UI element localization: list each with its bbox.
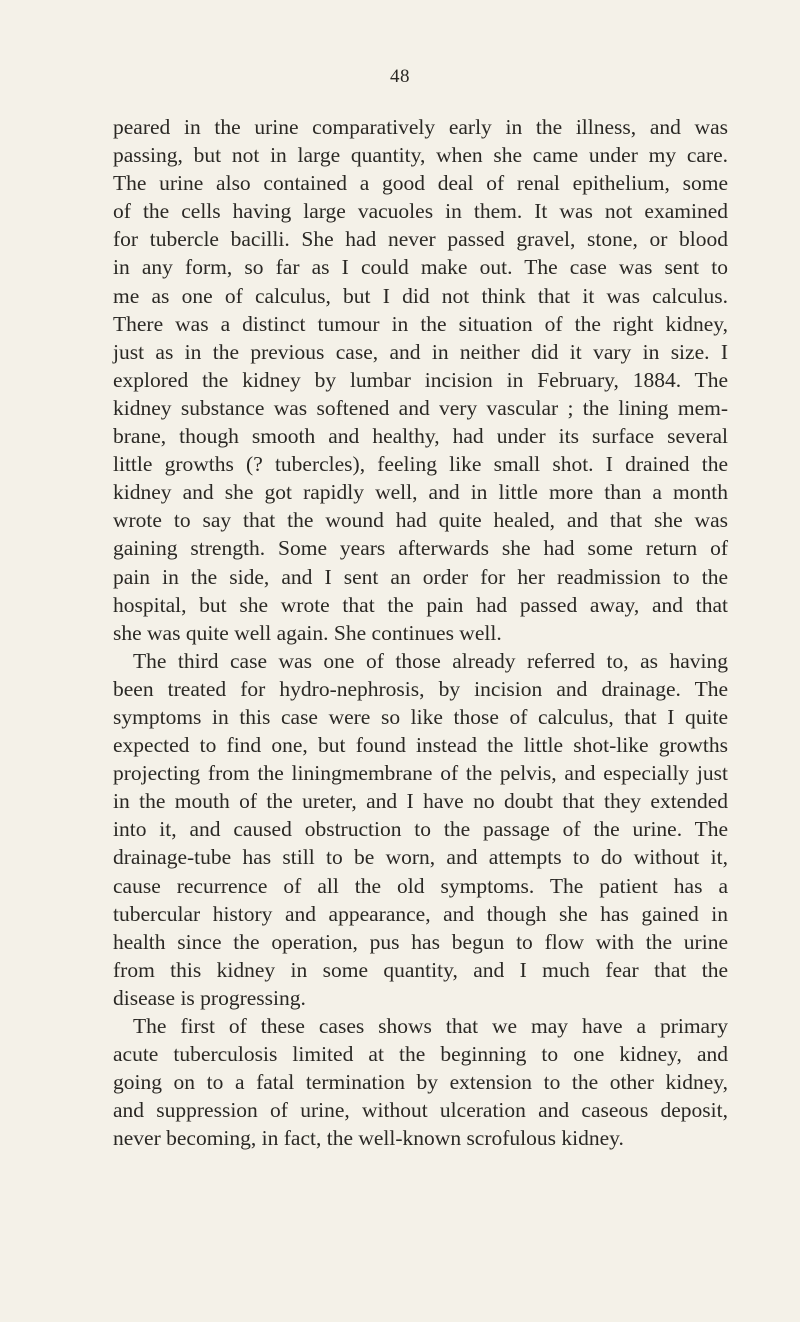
text-line: acute tuberculosis limited at the beginning to one kidney, and	[113, 1042, 728, 1067]
text-line: kidney substance was softened and very vascular ; the lining mem-	[113, 395, 728, 420]
text-line: pain in the side, and I sent an order for her readmission to the	[113, 564, 728, 589]
paragraph-2	[113, 647, 728, 1012]
paragraph-3	[113, 1012, 728, 1152]
text-line: in any form, so far as I could make out. The case was sent to	[113, 255, 728, 280]
text-line: The third case was one of those already referred to, as having	[133, 648, 728, 673]
text-line: in the mouth of the ureter, and I have no doubt that they extended	[113, 789, 728, 814]
text-line: she was quite well again. She continues well.	[113, 620, 502, 645]
text-line: brane, though smooth and healthy, had under its surface several	[113, 424, 728, 449]
text-line: There was a distinct tumour in the situation of the right kidney,	[113, 311, 728, 336]
page-number: 48	[390, 66, 410, 87]
text-line: cause recurrence of all the old symptoms. The patient has a	[113, 873, 728, 898]
text-line: of the cells having large vacuoles in them. It was not examined	[113, 199, 728, 224]
text-line: from this kidney in some quantity, and I much fear that the	[113, 957, 728, 982]
text-line: projecting from the liningmembrane of the pelvis, and especially just	[113, 761, 728, 786]
text-line: peared in the urine comparatively early in the illness, and was	[113, 115, 728, 139]
text-line: drainage-tube has still to be worn, and attempts to do without it,	[113, 845, 728, 870]
text-line: gaining strength. Some years afterwards she had some return of	[113, 536, 728, 561]
paragraph-1	[113, 113, 728, 647]
text-line: health since the operation, pus has begun to flow with the urine	[113, 929, 728, 954]
text-line: kidney and she got rapidly well, and in little more than a month	[113, 480, 728, 505]
text-line: hospital, but she wrote that the pain had passed away, and that	[113, 592, 728, 617]
text-line: just as in the previous case, and in neither did it vary in size. I	[113, 339, 728, 364]
text-line: The first of these cases shows that we may have a primary	[133, 1014, 728, 1038]
text-line: me as one of calculus, but I did not think that it was calculus.	[113, 283, 728, 308]
text-line: for tubercle bacilli. She had never passed gravel, stone, or blood	[113, 227, 728, 252]
text-line: expected to find one, but found instead the little shot-like growths	[113, 733, 728, 758]
body-text	[113, 113, 728, 1152]
text-line: symptoms in this case were so like those of calculus, that I quite	[113, 704, 728, 729]
text-line: disease is progressing.	[113, 985, 306, 1010]
text-line: going on to a fatal termination by extension to the other kidney,	[113, 1070, 728, 1095]
text-line: The urine also contained a good deal of renal epithelium, some	[113, 171, 728, 196]
text-line: passing, but not in large quantity, when she came under my care.	[113, 143, 728, 168]
text-line: tubercular history and appearance, and though she has gained in	[113, 901, 728, 926]
text-line: into it, and caused obstruction to the passage of the urine. The	[113, 817, 728, 842]
text-line: wrote to say that the wound had quite healed, and that she was	[113, 508, 728, 533]
text-line: never becoming, in fact, the well-known scrofulous kidney.	[113, 1126, 624, 1151]
text-line: little growths (? tubercles), feeling like small shot. I drained the	[113, 452, 728, 477]
text-line: and suppression of urine, without ulceration and caseous deposit,	[113, 1098, 728, 1123]
text-line: been treated for hydro-nephrosis, by incision and drainage. The	[113, 676, 728, 701]
text-line: explored the kidney by lumbar incision in February, 1884. The	[113, 367, 728, 392]
